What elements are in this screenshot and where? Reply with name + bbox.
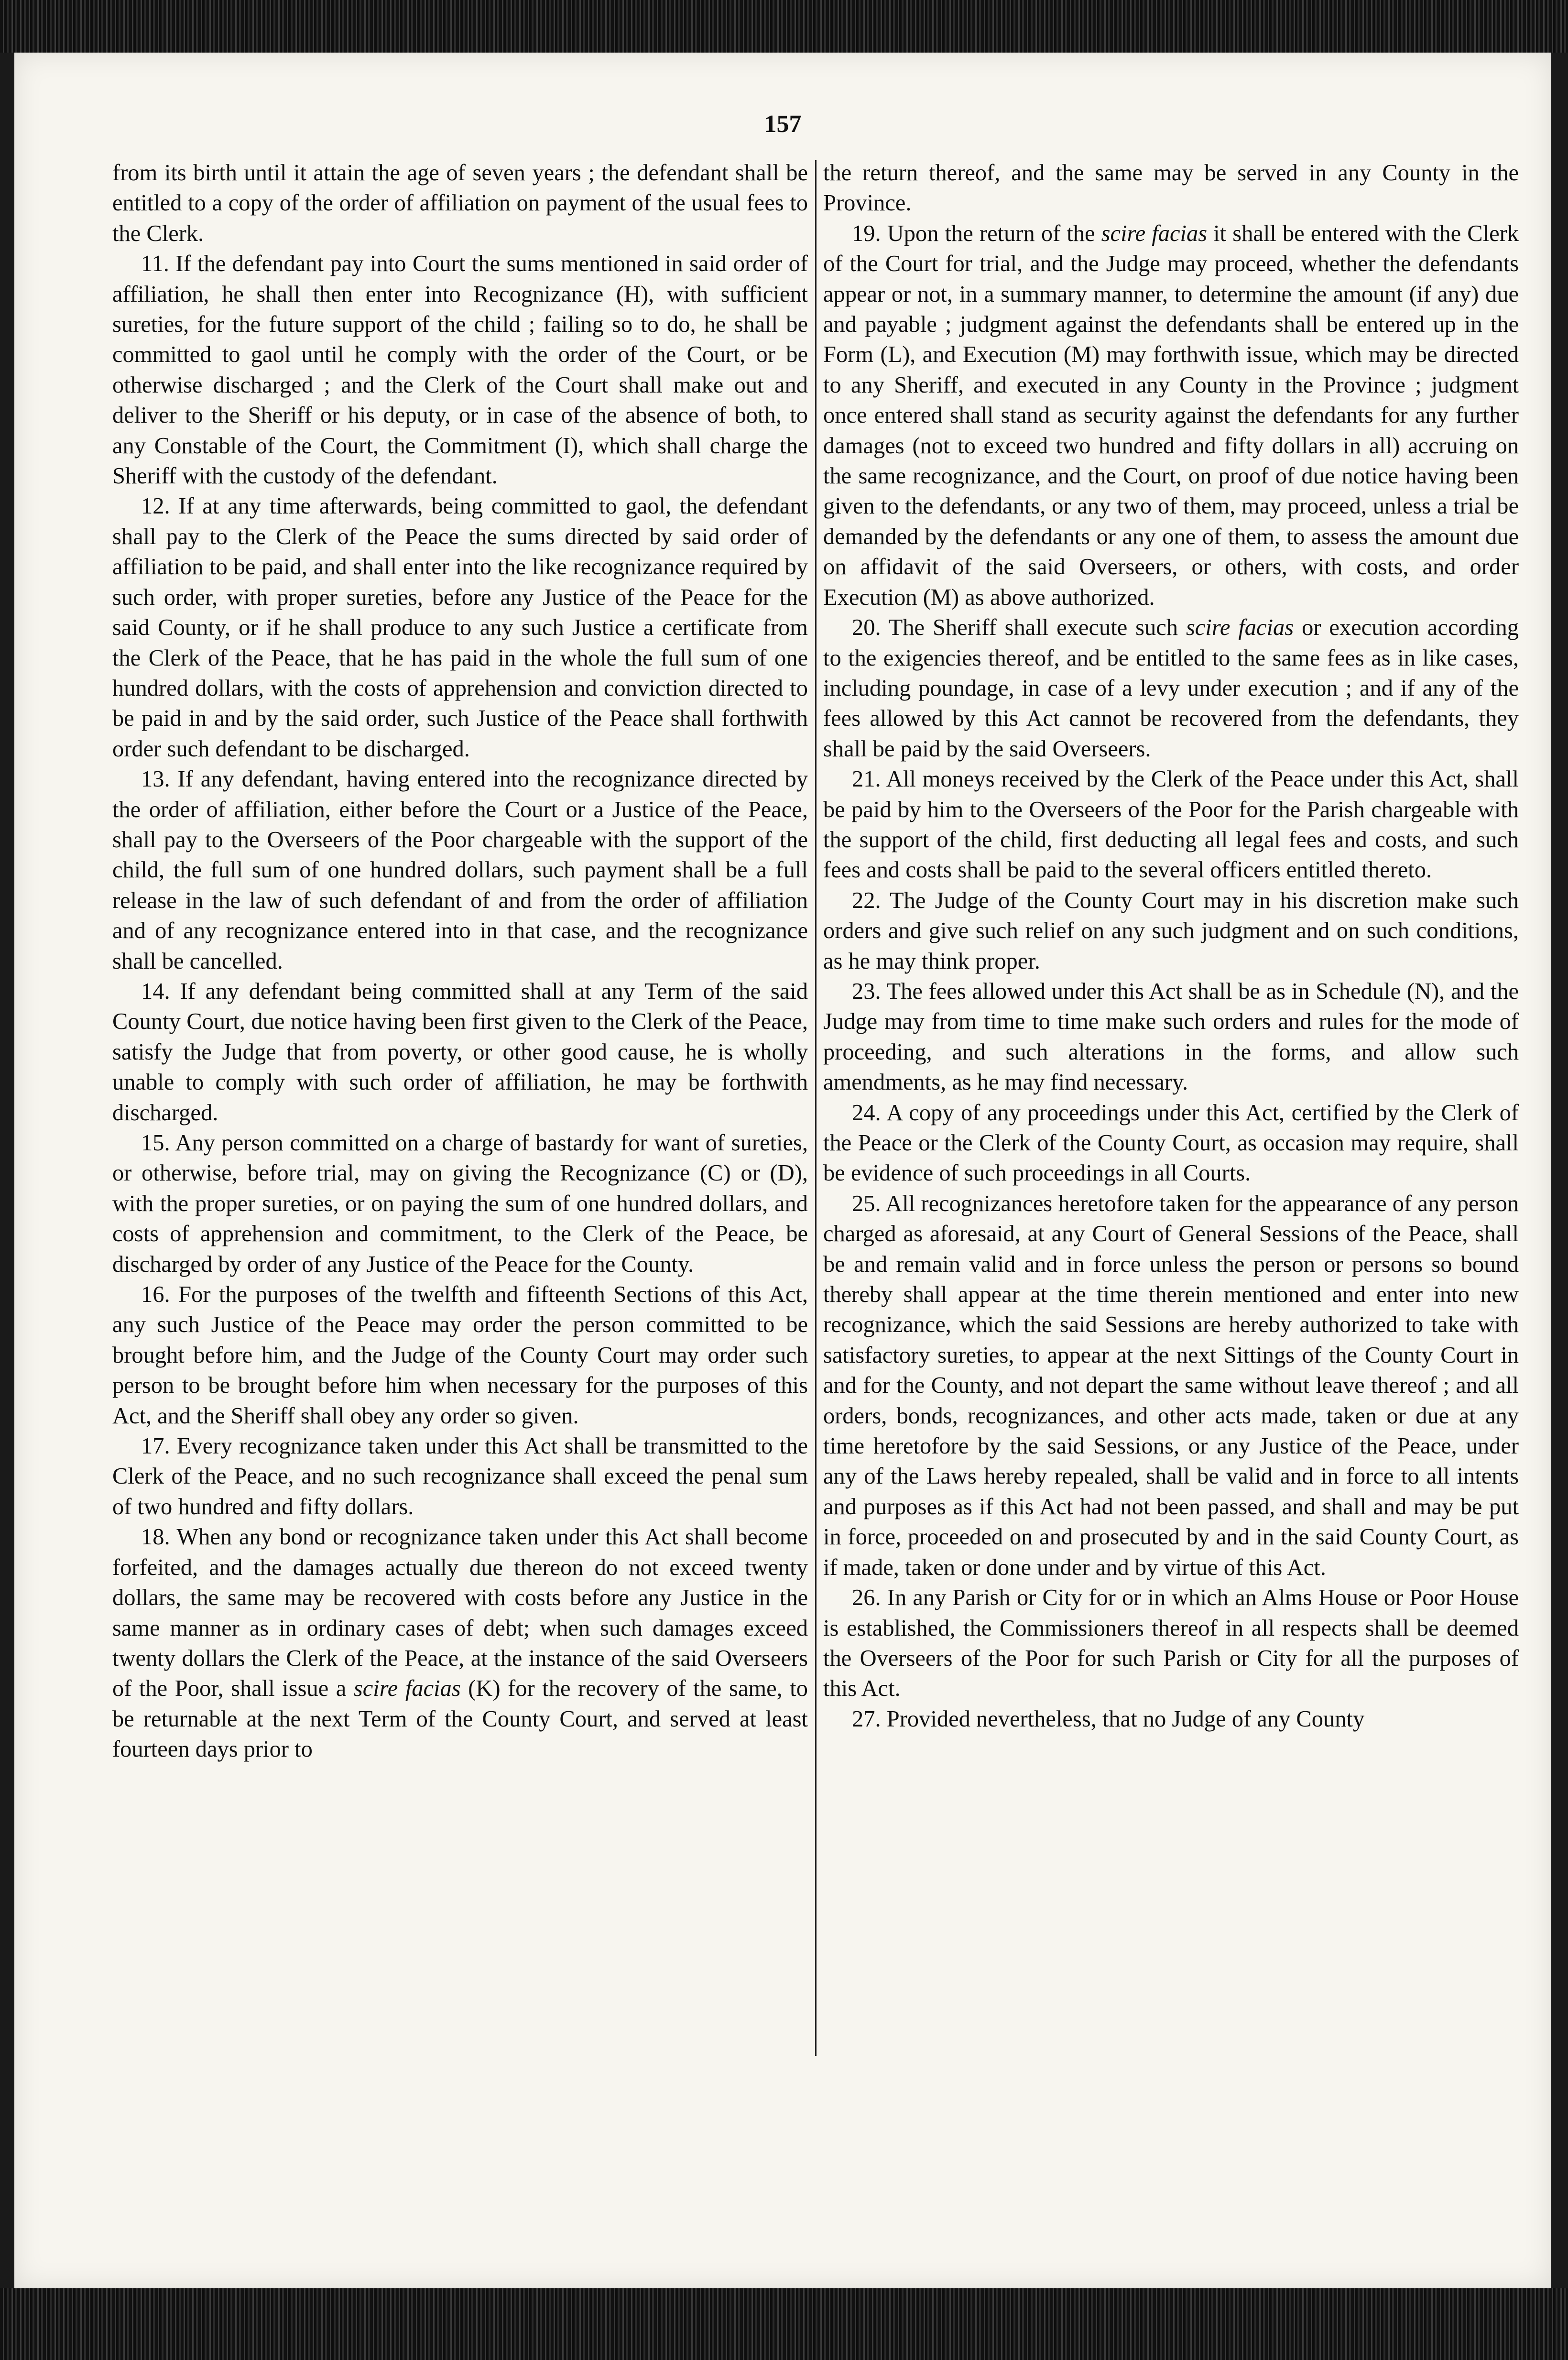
right-column [823, 158, 1519, 1734]
section-paragraph: 13. If any defendant, having entered into the recognizance directed by the order of affiliation, either before the Court or a Justice of the Peace, shall pay to the Overseers of the Poor chargeable with the support of the child, the full sum of one hundred dollars, such payment shall be a full release in the law of such defendant of and from the order of affiliation and of any recognizance entered into in that case, and the recognizance shall be cancelled. [112, 766, 808, 974]
italic-term: scire facias [1186, 615, 1294, 641]
left-column [112, 158, 808, 1765]
continued-paragraph: the return thereof, and the same may be served in any County in the Province. [823, 160, 1519, 216]
page-number: 157 [764, 110, 802, 138]
section-paragraph: 27. Provided nevertheless, that no Judge of any County [852, 1706, 1365, 1732]
italic-term: scire facias [353, 1676, 461, 1702]
section-paragraph: 15. Any person committed on a charge of bastardy for want of sureties, or otherwise, before trial, may on giving the Recognizance (C) or (D), with the proper sureties, or on paying the sum of one hundred dollars, and costs of apprehension and commitment, to the Clerk of the Peace, be discharged by order of any Justice of the Peace for the County. [112, 1130, 808, 1277]
section-paragraph: 11. If the defendant pay into Court the sums mentioned in said order of affiliation, he shall then enter into Recognizance (H), with sufficient sureties, for the future support of the child ; failing so to do, he shall be committed to gaol until he comply with the order of the Court, or be otherwise discharged ; and the Clerk of the Court shall make out and deliver to the Sheriff or his deputy, or in case of the absence of both, to any Constable of the Court, the Commitment (I), which shall charge the Sheriff with the custody of the defendant. [112, 251, 808, 489]
section-paragraph: 26. In any Parish or City for or in which an Alms House or Poor House is established, the Commissioners thereof in all respects shall be deemed the Overseers of the Poor for such Parish or City for all the purposes of this Act. [823, 1585, 1519, 1702]
section-paragraph: 16. For the purposes of the twelfth and fifteenth Sections of this Act, any such Justice of the Peace may order the person committed to be brought before him, and the Judge of the County Court may order such person to be brought before him when necessary for the purposes of this Act, and the Sheriff shall obey any order so given. [112, 1282, 808, 1429]
section-paragraph: 12. If at any time afterwards, being committed to gaol, the defendant shall pay to the Clerk of the Peace the sums directed by said order of affiliation to be paid, and shall enter into the like recognizance required by such order, with proper sureties, before any Justice of the Peace for the said County, or if he shall produce to any such Justice a certificate from the Clerk of the Peace, that he has paid in the whole the full sum of one hundred dollars, with the costs of apprehension and conviction directed to be paid in and by the said order, such Justice of the Peace shall forthwith order such defendant to be discharged. [112, 493, 808, 762]
section-paragraph: 14. If any defendant being committed shall at any Term of the said County Court, due notice having been first given to the Clerk of the Peace, satisfy the Judge that from poverty, or other good cause, he is wholly unable to comply with such order of affiliation, he may be forthwith discharged. [112, 978, 808, 1125]
section-paragraph [823, 219, 1519, 612]
column-divider [815, 160, 817, 2056]
section-paragraph: 17. Every recognizance taken under this Act shall be transmitted to the Clerk of the Peace, and no such recognizance shall exceed the penal sum of two hundred and fifty dollars. [112, 1433, 808, 1519]
section-paragraph [112, 1522, 808, 1764]
text-run: or execution according to the exigencies thereof, and be entitled to the same fees as in like cases, including poundage, in case of a levy under execution ; and if any of the fees allowed by this Act cannot be recovered from the defendants, they shall be paid by the said Overseers. [823, 615, 1519, 762]
continued-paragraph: from its birth until it attain the age of seven years ; the defendant shall be entitled to a copy of the order of affiliation on payment of the usual fees to the Clerk. [112, 160, 808, 246]
section-paragraph: 25. All recognizances heretofore taken for the appearance of any person charged as aforesaid, at any Court of General Sessions of the Peace, shall be and remain valid and in force unless the person or persons so bound thereby shall appear at the time therein mentioned and enter into new recognizance, which the said Sessions are hereby authorized to take with satisfactory sureties, to appear at the next Sittings of the County Court in and for the County, and not depart the same without leave thereof ; and all orders, bonds, recognizances, and other acts made, taken or due at any time heretofore by the said Sessions, or any Justice of the Peace, under any of the Laws hereby repealed, shall be valid and in force to all intents and purposes as if this Act had not been passed, and shall and may be put in force, proceeded on and prosecuted by and in the said County Court, as if made, taken or done under and by virtue of this Act. [823, 1191, 1519, 1580]
section-paragraph: 21. All moneys received by the Clerk of the Peace under this Act, shall be paid by him to the Overseers of the Poor for the Parish chargeable with the support of the child, first deducting all legal fees and costs, and such fees and costs shall be paid to the several officers entitled thereto. [823, 766, 1519, 883]
section-paragraph: 23. The fees allowed under this Act shall be as in Schedule (N), and the Judge may from time to time make such orders and rules for the mode of proceeding, and such alterations in the forms, and allow such amendments, as he may find necessary. [823, 978, 1519, 1095]
section-paragraph: 24. A copy of any proceedings under this Act, certified by the Clerk of the Peace or the Clerk of the County Court, as occasion may require, shall be evidence of such proceedings in all Courts. [823, 1100, 1519, 1186]
document-page [14, 53, 1551, 2288]
section-paragraph: 22. The Judge of the County Court may in his discretion make such orders and give such relief on any such judgment and on such conditions, as he may think proper. [823, 887, 1519, 974]
scan-border-top [0, 0, 1568, 53]
italic-term: scire facias [1101, 220, 1208, 246]
scan-border-bottom [0, 2288, 1568, 2360]
text-run: 20. The Sheriff shall execute such [852, 615, 1186, 641]
text-run: 19. Upon the return of the [852, 220, 1101, 246]
text-run: it shall be entered with the Clerk of the Court for trial, and the Judge may proceed, whether the defendants appear or not, in a summary manner, to determine the amount (if any) due and payable ; judgment against the defendants shall be entered up in the Form (L), and Execution (M) may forthwith issue, which may be directed to any Sheriff, and executed in any County in the Province ; judgment once entered shall stand as security against the defendants for any further damages (not to exceed two hundred and fifty dollars in all) accruing on the same recognizance, and the Court, on proof of due notice having been given to the defendants, or any two of them, may proceed, unless a trial be demanded by the defendants or any one of them, to assess the amount due on affidavit of the said Overseers, or others, with costs, and order Execution (M) as above authorized. [823, 220, 1519, 610]
section-paragraph [823, 612, 1519, 764]
text-run: (K) for the recovery of the same, to be returnable at the next Term of the County Court, and served at least fourteen days prior to [112, 1676, 808, 1762]
text-run: 18. When any bond or recognizance taken under this Act shall become forfeited, and the damages actually due thereon do not exceed twenty dollars, the same may be recovered with costs before any Justice in the same manner as in ordinary cases of debt; when such damages exceed twenty dollars the Clerk of the Peace, at the instance of the said Overseers of the Poor, shall issue a [112, 1524, 808, 1702]
